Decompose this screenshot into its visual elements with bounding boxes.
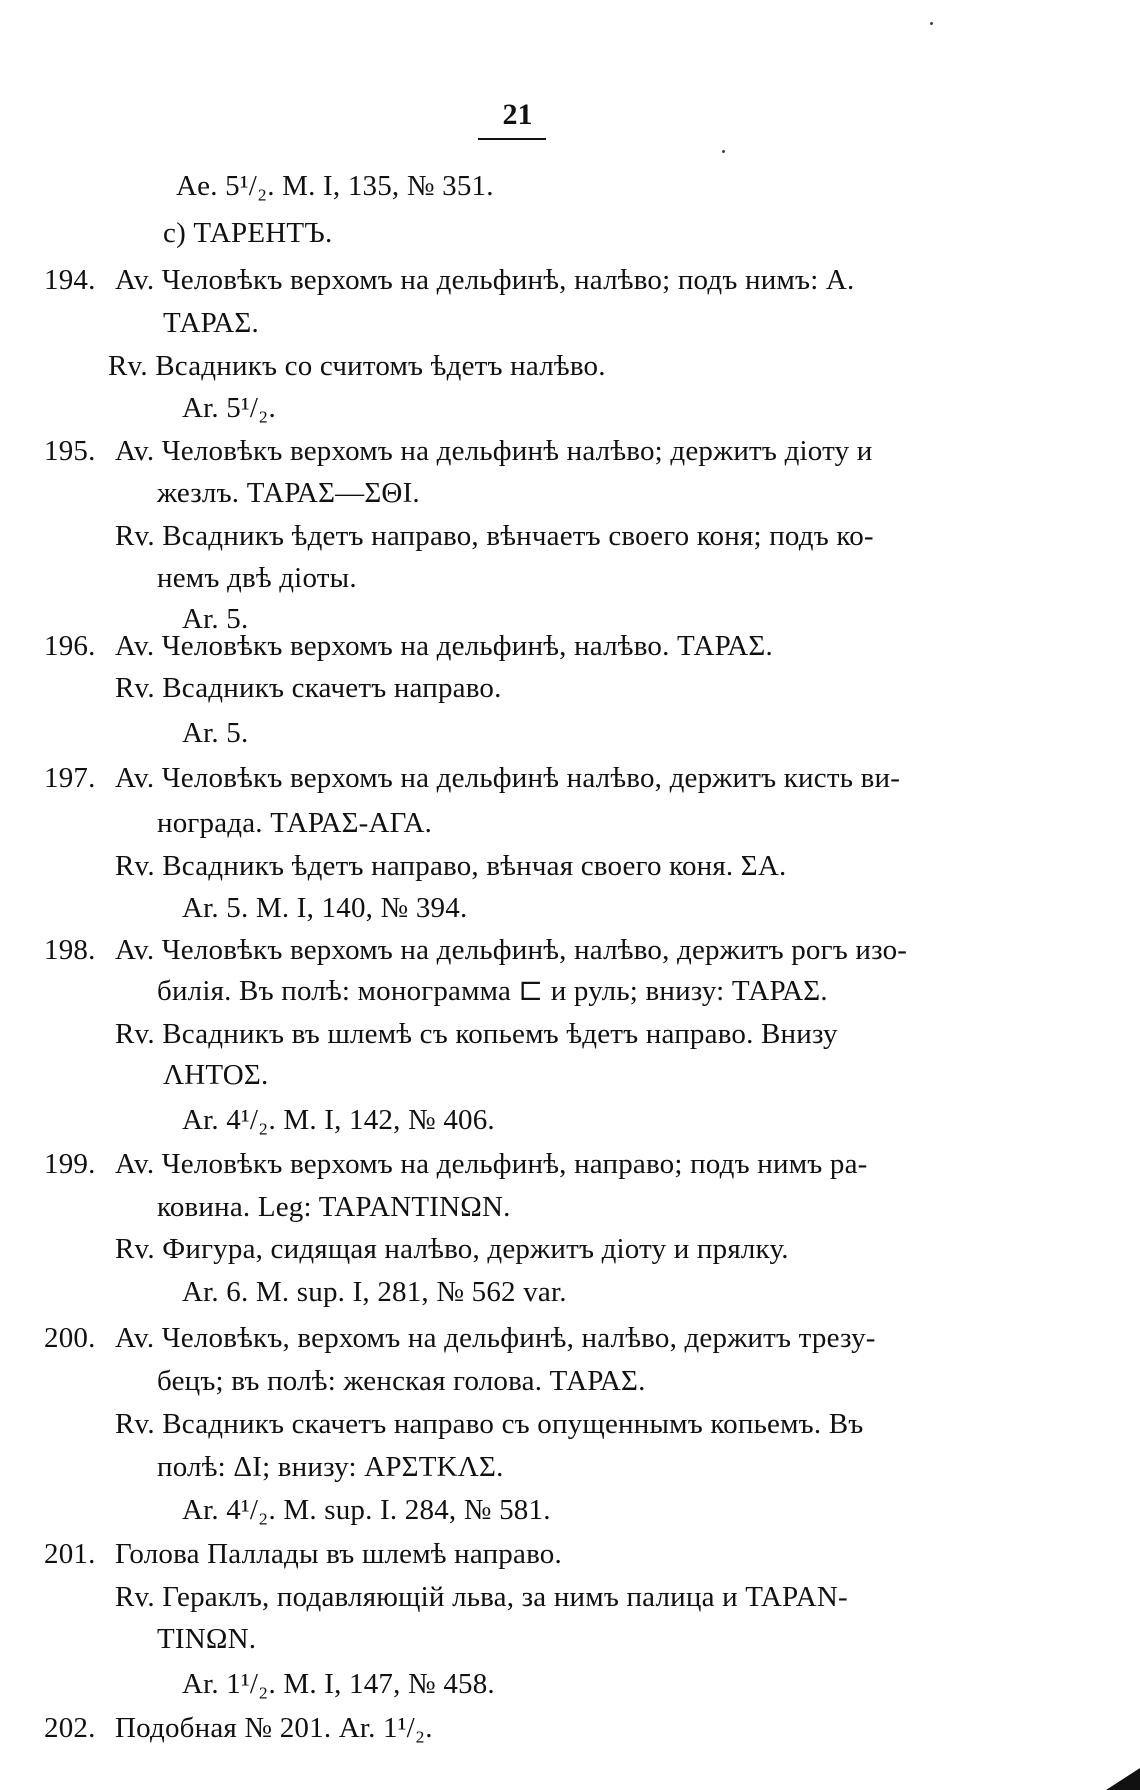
entry-number: 197. (44, 762, 96, 794)
line-text: Ar. 4¹/₂. M. sup. I. 284, № 581. (182, 1494, 551, 1526)
line-text: Av. Человѣкъ верхомъ на дельфинѣ налѣво, держитъ кисть ви- (115, 762, 901, 794)
entry-number: 201. (44, 1538, 96, 1570)
text-line (115, 518, 874, 554)
line-text: Rv. Всадникъ скачетъ направо. (115, 672, 502, 704)
text-line (157, 805, 432, 841)
line-text: Подобная № 201. Ar. 1¹/₂. (115, 1712, 433, 1744)
line-text: Ar. 5¹/₂. (182, 392, 276, 424)
line-text: ковина. Leg: TAPANTINΩN. (157, 1191, 511, 1223)
line-text: ТАРАΣ. (163, 307, 259, 339)
line-text: Av. Человѣкъ верхомъ на дельфинѣ, налѣво. ТАРАΣ. (115, 630, 773, 662)
text-line (182, 390, 276, 426)
line-text: Av. Человѣкъ верхомъ на дельфинѣ, налѣво, держитъ рогъ изо- (115, 934, 908, 966)
line-text: Rv. Всадникъ ѣдетъ направо, вѣнчаетъ своего коня; подъ ко- (115, 520, 874, 552)
text-line (115, 1016, 838, 1052)
text-line (163, 1057, 268, 1093)
line-text: немъ двѣ діоты. (157, 562, 357, 594)
entry-number: 202. (44, 1712, 96, 1744)
text-line (163, 305, 259, 341)
text-line (157, 1621, 256, 1657)
page-corner-mark (1106, 1768, 1140, 1790)
line-text: Rv. Всадникъ со считомъ ѣдетъ налѣво. (108, 350, 606, 382)
line-text: бецъ; въ полѣ: женская голова. ТАРАΣ. (157, 1365, 646, 1397)
line-text: полѣ: ΔΙ; внизу: ΑΡΣΤΚΛΣ. (157, 1451, 504, 1483)
text-line (182, 890, 467, 926)
text-line (157, 560, 357, 596)
text-line (115, 848, 786, 884)
line-text: Ar. 4¹/₂. M. I, 142, № 406. (182, 1104, 495, 1136)
text-line (108, 348, 606, 384)
entry-line (44, 932, 907, 968)
text-line (115, 1231, 789, 1267)
entry-number: 199. (44, 1148, 96, 1180)
line-text: Av. Человѣкъ, верхомъ на дельфинѣ, налѣво, держитъ трезу- (115, 1322, 876, 1354)
text-line (182, 1102, 495, 1138)
entry-line (44, 628, 773, 664)
line-text: Ar. 5. (182, 717, 249, 749)
entry-line (44, 1536, 562, 1572)
line-text: жезлъ. ТАРАΣ—ΣΘΙ. (157, 477, 420, 509)
print-speck (722, 150, 725, 153)
entry-line (44, 1146, 868, 1182)
line-text: TINΩN. (157, 1623, 257, 1655)
text-line (115, 1579, 848, 1615)
entry-number: 194. (44, 264, 96, 296)
line-text: c) ТАРЕНТЪ. (163, 217, 333, 249)
entry-line (44, 262, 855, 298)
text-line (182, 715, 248, 751)
line-text: ΛΗΤΟΣ. (163, 1059, 269, 1091)
line-text: нограда. ТАРАΣ-АГА. (157, 807, 433, 839)
print-speck (930, 22, 933, 25)
line-text: Ar. 5. M. I, 140, № 394. (182, 892, 468, 924)
line-text: Rv. Всадникъ въ шлемѣ съ копьемъ ѣдетъ направо. Внизу (115, 1018, 838, 1050)
text-line (115, 1406, 863, 1442)
section-heading (163, 215, 332, 251)
line-text: билія. Въ полѣ: монограмма ⊏ и руль; внизу: ТАРАΣ. (157, 975, 828, 1007)
text-line (182, 1492, 551, 1528)
line-text: Rv. Всадникъ скачетъ направо съ опущеннымъ копьемъ. Въ (115, 1408, 864, 1440)
line-text: Rv. Гераклъ, подавляющій льва, за нимъ палица и TAPAN- (115, 1581, 848, 1613)
entry-line (44, 1320, 876, 1356)
text-line (157, 973, 828, 1009)
line-text: Rv. Фигура, сидящая налѣво, держитъ діоту и прялку. (115, 1233, 789, 1265)
entry-number: 198. (44, 934, 96, 966)
text-line (157, 1449, 504, 1485)
line-text: Av. Человѣкъ верхомъ на дельфинѣ, направо; подъ нимъ ра- (115, 1148, 868, 1180)
line-text: Av. Человѣкъ верхомъ на дельфинѣ налѣво; держитъ діоту и (115, 435, 873, 467)
line-text: Голова Паллады въ шлемѣ направо. (115, 1538, 562, 1570)
line-text: Ar. 6. M. sup. I, 281, № 562 var. (182, 1276, 567, 1308)
entry-line (44, 433, 872, 469)
text-line (157, 1189, 511, 1225)
text-line (176, 168, 494, 204)
line-text: Ar. 5. (182, 603, 249, 635)
page-number: 21 (502, 98, 533, 131)
entry-number: 200. (44, 1322, 96, 1354)
line-text: Ar. 1¹/₂. M. I, 147, № 458. (182, 1668, 495, 1700)
line-text: Rv. Всадникъ ѣдетъ направо, вѣнчая своего коня. ΣΑ. (115, 850, 787, 882)
text-line (182, 1274, 567, 1310)
page-number-underline (478, 138, 546, 140)
entry-number: 196. (44, 630, 96, 662)
text-line (157, 1363, 646, 1399)
line-text: Av. Человѣкъ верхомъ на дельфинѣ, налѣво; подъ нимъ: А. (115, 264, 855, 296)
entry-line (44, 760, 900, 796)
entry-number: 195. (44, 435, 96, 467)
line-text: Ae. 5¹/₂. M. I, 135, № 351. (176, 170, 494, 202)
text-line (115, 670, 502, 706)
text-line (182, 1666, 495, 1702)
text-line (157, 475, 420, 511)
entry-line (44, 1710, 433, 1746)
